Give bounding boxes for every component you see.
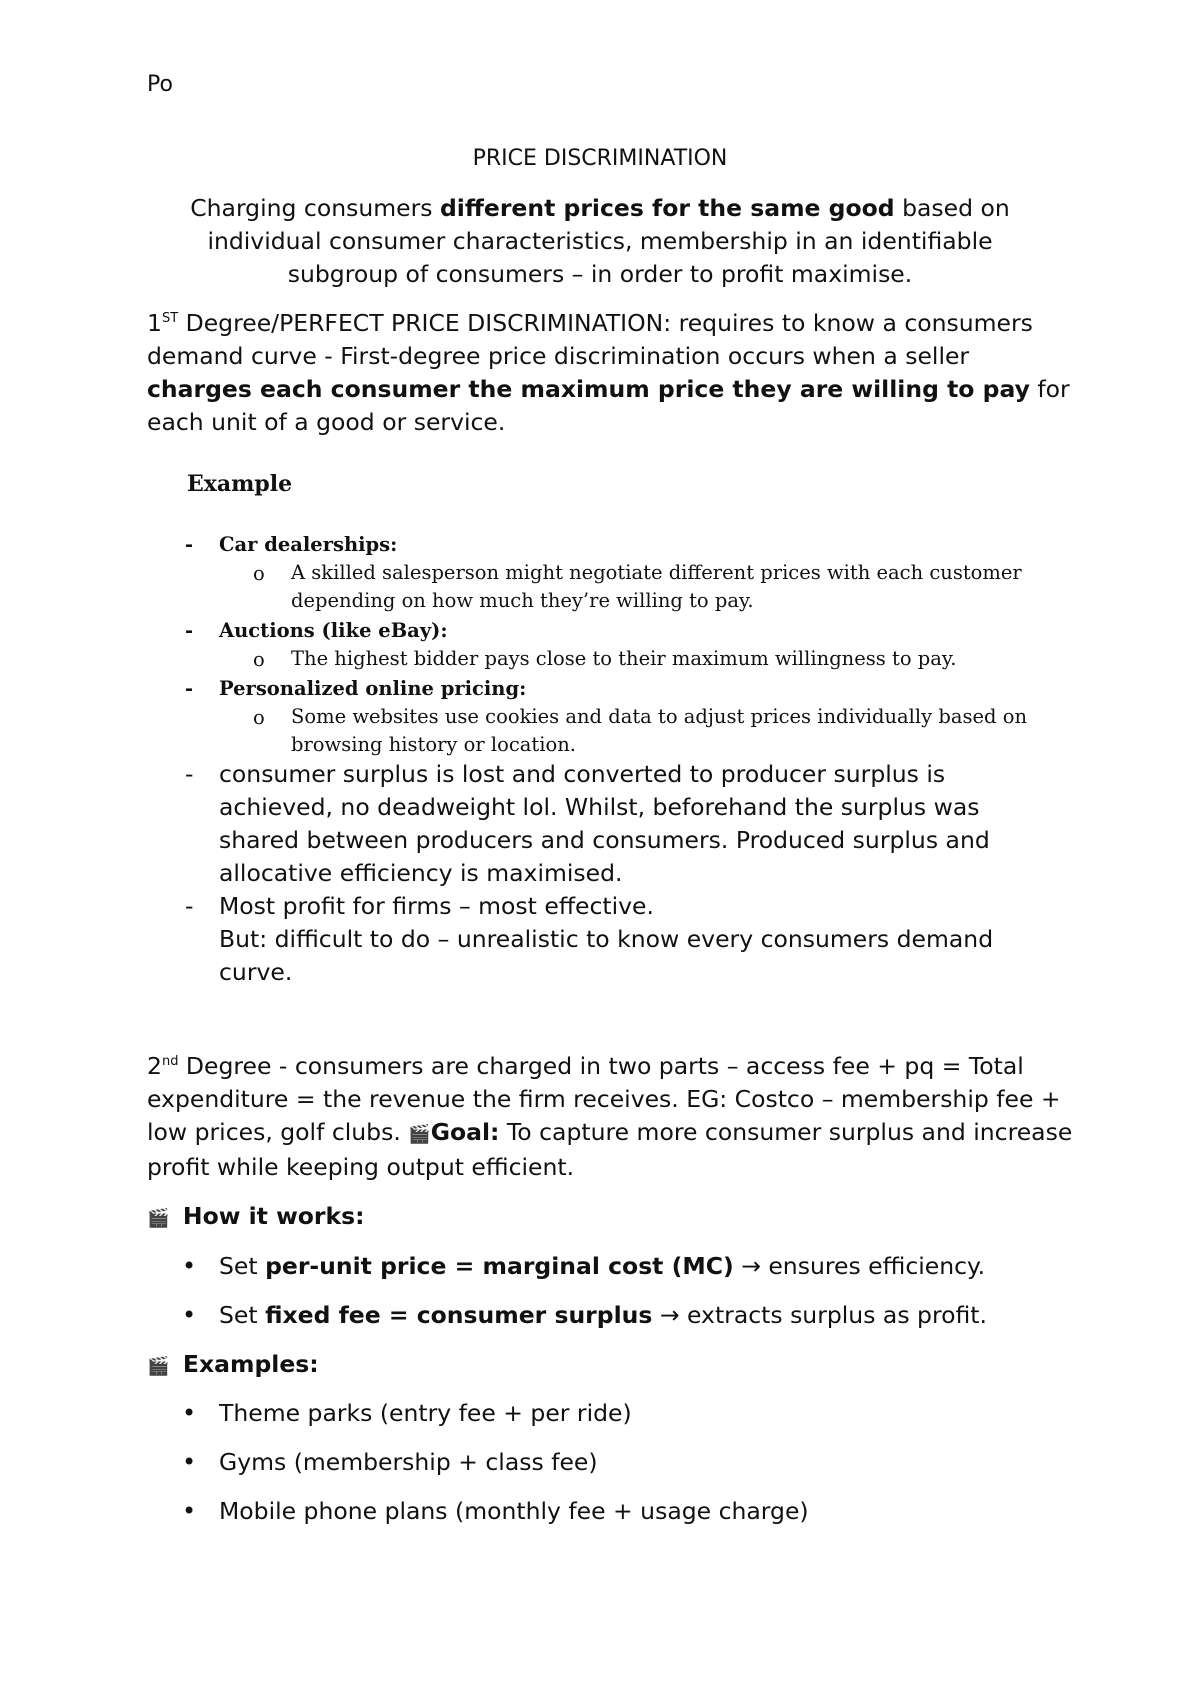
note-line: achieved, no deadweight lol. Whilst, beforehand the surplus was <box>219 793 980 821</box>
how-it-works-heading: How it works: <box>182 1202 365 1230</box>
example-detail: depending on how much they’re willing to pay. <box>291 589 754 612</box>
note-line: allocative efficiency is maximised. <box>219 859 623 887</box>
item-bold: per-unit price = marginal cost (MC) <box>265 1252 734 1280</box>
list-dash: - <box>185 677 194 700</box>
definition-bold: different prices for the same good <box>439 194 895 222</box>
clapperboard-icon: 🎬 <box>147 1356 170 1377</box>
degree-superscript: nd <box>161 1054 179 1070</box>
clapperboard-icon: 🎬 <box>408 1124 431 1145</box>
example-title: Auctions (like eBay): <box>219 619 448 642</box>
item-text: → extracts surplus as profit. <box>652 1301 987 1329</box>
bullet-dot-icon: • <box>182 1399 197 1427</box>
list-dash: - <box>185 892 194 920</box>
goal-label: Goal: <box>430 1118 500 1146</box>
second-degree-paragraph <box>147 1050 1077 1184</box>
definition-text: based on individual consumer characteristics, membership in an identifiable subgroup of consumers – in order to profit maximise. <box>207 194 1010 288</box>
note-line: But: difficult to do – unrealistic to know every consumers demand <box>219 925 994 953</box>
second-degree-text: To capture more consumer surplus and increase profit while keeping output efficient. <box>147 1118 1073 1181</box>
clapperboard-icon: 🎬 <box>147 1208 170 1229</box>
note-line: curve. <box>219 958 293 986</box>
list-item: Mobile phone plans (monthly fee + usage charge) <box>219 1497 809 1525</box>
page-title: PRICE DISCRIMINATION <box>472 146 728 171</box>
note-line: consumer surplus is lost and converted to producer surplus is <box>219 760 946 788</box>
degree-number: 1 <box>147 309 162 337</box>
list-dash: - <box>185 760 194 788</box>
example-detail: browsing history or location. <box>291 733 576 756</box>
list-item: Theme parks (entry fee + per ride) <box>219 1399 632 1427</box>
list-bullet: o <box>253 648 265 671</box>
second-degree-text: Degree - consumers are charged in two parts – access fee + pq = Total expenditure = the revenue the firm receives. EG: Costco – membership fee + low prices, golf clubs. <box>147 1052 1061 1146</box>
example-heading: Example <box>187 471 293 497</box>
list-dash: - <box>185 619 194 642</box>
how-it-works-heading-row <box>147 1200 365 1235</box>
first-degree-text: for each unit of a good or service. <box>147 375 1070 436</box>
example-detail: A skilled salesperson might negotiate different prices with each customer <box>291 561 1022 584</box>
list-item: Gyms (membership + class fee) <box>219 1448 598 1476</box>
definition-paragraph <box>150 192 1050 291</box>
example-detail: Some websites use cookies and data to adjust prices individually based on <box>291 705 1028 728</box>
bullet-dot-icon: • <box>182 1301 197 1329</box>
header-initials: Po <box>147 72 173 97</box>
bullet-dot-icon: • <box>182 1252 197 1280</box>
list-dash: - <box>185 533 194 556</box>
item-text: → ensures efficiency. <box>733 1252 986 1280</box>
degree-superscript: ST <box>161 311 179 327</box>
bullet-dot-icon: • <box>182 1448 197 1476</box>
item-text: Set <box>219 1301 266 1329</box>
example-title: Car dealerships: <box>219 533 398 556</box>
list-bullet: o <box>253 562 265 585</box>
examples-heading-row <box>147 1348 319 1383</box>
definition-text: Charging consumers <box>190 194 440 222</box>
item-bold: fixed fee = consumer surplus <box>265 1301 653 1329</box>
item-text: Set <box>219 1252 266 1280</box>
examples-heading: Examples: <box>182 1350 319 1378</box>
list-item <box>219 1250 985 1283</box>
first-degree-text: Degree/PERFECT PRICE DISCRIMINATION: requires to know a consumers demand curve - First-degree price discrimination occurs when a seller <box>147 309 1033 370</box>
example-title: Personalized online pricing: <box>219 677 527 700</box>
bullet-dot-icon: • <box>182 1497 197 1525</box>
note-line: shared between producers and consumers. Produced surplus and <box>219 826 990 854</box>
degree-number: 2 <box>147 1052 162 1080</box>
example-detail: The highest bidder pays close to their maximum willingness to pay. <box>291 647 957 670</box>
first-degree-bold: charges each consumer the maximum price they are willing to pay <box>147 375 1030 403</box>
first-degree-paragraph <box>147 307 1077 439</box>
list-bullet: o <box>253 706 265 729</box>
note-line: Most profit for firms – most effective. <box>219 892 654 920</box>
list-item <box>219 1299 987 1332</box>
